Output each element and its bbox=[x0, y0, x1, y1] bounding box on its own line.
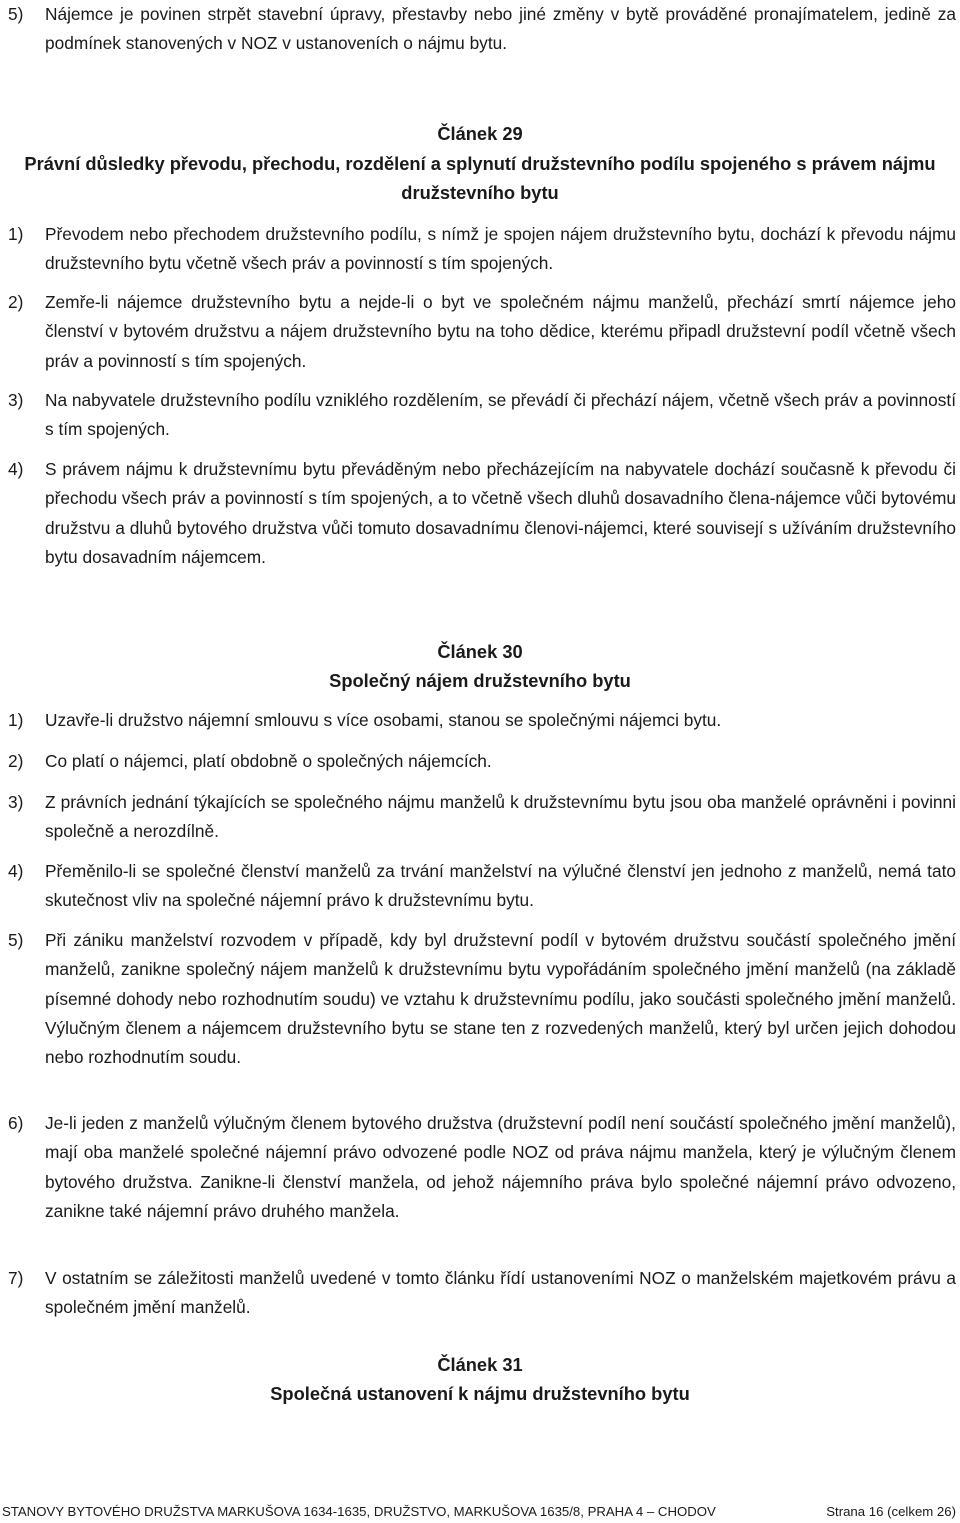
article30-heading: Článek 30 bbox=[437, 641, 523, 662]
footer-page-number: Strana 16 (celkem 26) bbox=[826, 1504, 956, 1519]
item-number: 5) bbox=[8, 4, 24, 24]
article30-item-5 bbox=[8, 926, 956, 1072]
item-text: S právem nájmu k družstevnímu bytu převáděným nebo přecházejícím na nabyvatele dochází současně k převodu či přechodu všech práv a povinností s tím spojených, a to včetně všech dluhů dosavadního člena-nájemce vůči bytovému družstvu a dluhů bytového družstva vůči tomuto dosavadnímu členovi-nájemci, které souvisejí s užíváním družstevního bytu dosavadním nájemcem. bbox=[45, 459, 956, 567]
item-text: Uzavře-li družstvo nájemní smlouvu s více osobami, stanou se společnými nájemci bytu. bbox=[45, 710, 722, 730]
article30-title: Společný nájem družstevního bytu bbox=[329, 670, 631, 691]
item-text: Co platí o nájemci, platí obdobně o společných nájemcích. bbox=[45, 751, 492, 771]
article29-item-2 bbox=[8, 288, 956, 376]
item-number: 4) bbox=[8, 861, 24, 881]
item-number: 7) bbox=[8, 1268, 24, 1288]
footer-document-title: STANOVY BYTOVÉHO DRUŽSTVA MARKUŠOVA 1634-1635, DRUŽSTVO, MARKUŠOVA 1635/8, PRAHA 4 – CHODOV bbox=[2, 1504, 716, 1519]
item-text: V ostatním se záležitosti manželů uvedené v tomto článku řídí ustanoveními NOZ o manželském majetkovém právu a společném jmění manželů. bbox=[45, 1268, 956, 1318]
article30-item-6 bbox=[8, 1109, 956, 1226]
item-text: Na nabyvatele družstevního podílu vzniklého rozdělením, se převádí či přechází nájem, včetně všech práv a povinností s tím spojených. bbox=[45, 390, 956, 440]
article29-title: Právní důsledky převodu, přechodu, rozdělení a splynutí družstevního podílu spojeného s právem nájmu družstevního bytu bbox=[24, 153, 936, 204]
item-text: Při zániku manželství rozvodem v případě, kdy byl družstevní podíl v bytovém družstvu součástí společného jmění manželů, zanikne společný nájem manželů k družstevnímu bytu vypořádáním společného jmění manželů (na základě písemné dohody nebo rozhodnutím soudu) ve vztahu k družstevnímu podílu, jako součásti společného jmění manželů. Výlučným členem a nájemcem družstevního bytu se stane ten z rozvedených manželů, který byl určen jejich dohodou nebo rozhodnutím soudu. bbox=[45, 930, 956, 1068]
item-number: 2) bbox=[8, 292, 24, 312]
article30-item-3 bbox=[8, 788, 956, 847]
article30-item-2 bbox=[8, 747, 956, 776]
item-number: 4) bbox=[8, 459, 24, 479]
item-text: Přeměnilo-li se společné členství manželů za trvání manželství na výlučné členství jen jednoho z manželů, nemá tato skutečnost vliv na společné nájemní právo k družstevnímu bytu. bbox=[45, 861, 956, 911]
item-text: Převodem nebo přechodem družstevního podílu, s nímž je spojen nájem družstevního bytu, dochází k převodu nájmu družstevního bytu včetně všech práv a povinností s tím spojených. bbox=[45, 224, 956, 274]
item-text: Je-li jeden z manželů výlučným členem bytového družstva (družstevní podíl není součástí společného jmění manželů), mají oba manželé společné nájemní právo odvozené podle NOZ od práva nájmu manžela, který je výlučným členem bytového družstva. Zanikne-li členství manžela, od jehož nájemního práva bylo společné nájemní právo odvozeno, zanikne také nájemní právo druhého manžela. bbox=[45, 1113, 956, 1221]
article28-item-5 bbox=[8, 0, 956, 59]
item-number: 2) bbox=[8, 751, 24, 771]
article30-item-1 bbox=[8, 706, 956, 735]
item-number: 1) bbox=[8, 224, 24, 244]
article31-heading: Článek 31 bbox=[437, 1354, 523, 1375]
item-text: Z právních jednání týkajících se společného nájmu manželů k družstevnímu bytu jsou oba manželé oprávněni i povinni společně a nerozdílně. bbox=[45, 792, 956, 842]
article31-title: Společná ustanovení k nájmu družstevního bytu bbox=[270, 1383, 690, 1404]
item-number: 1) bbox=[8, 710, 24, 730]
page-footer bbox=[0, 1500, 960, 1523]
article29-item-3 bbox=[8, 386, 956, 445]
article29-item-4 bbox=[8, 455, 956, 572]
article29-heading: Článek 29 bbox=[437, 123, 523, 144]
item-text: Zemře-li nájemce družstevního bytu a nejde-li o byt ve společném nájmu manželů, přechází smrtí nájemce jeho členství v bytovém družstvu a nájem družstevního bytu na toho dědice, kterému připadl družstevní podíl včetně všech práv a povinností s tím spojených. bbox=[45, 292, 956, 371]
item-number: 3) bbox=[8, 390, 24, 410]
article30-item-7 bbox=[8, 1264, 956, 1323]
item-number: 5) bbox=[8, 930, 24, 950]
item-text: Nájemce je povinen strpět stavební úpravy, přestavby nebo jiné změny v bytě prováděné pronajímatelem, jedině za podmínek stanovených v NOZ v ustanoveních o nájmu bytu. bbox=[45, 4, 956, 54]
item-number: 3) bbox=[8, 792, 24, 812]
item-number: 6) bbox=[8, 1113, 24, 1133]
article29-item-1 bbox=[8, 220, 956, 279]
article30-item-4 bbox=[8, 857, 956, 916]
